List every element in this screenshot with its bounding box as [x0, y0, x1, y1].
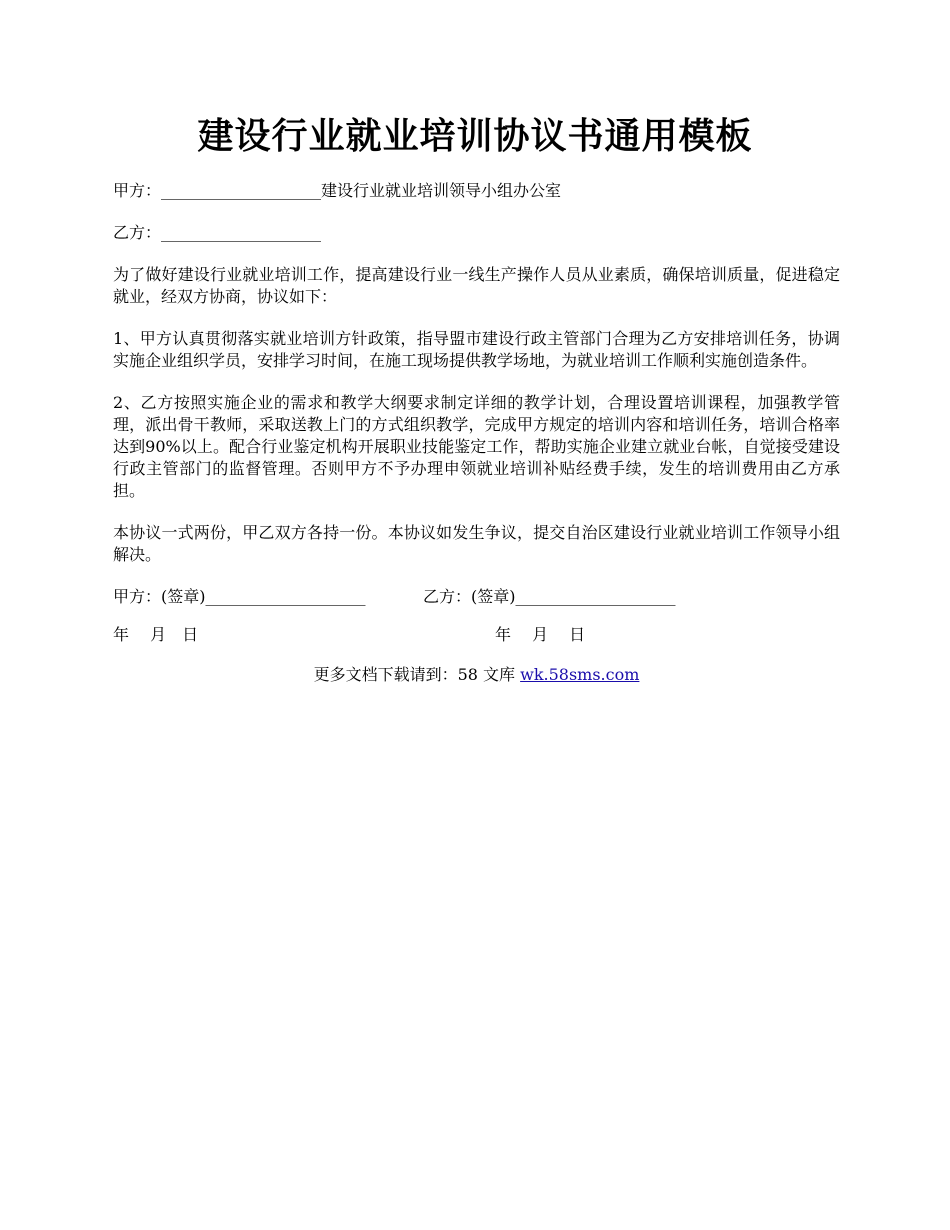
footer-prefix: 更多文档下载请到：58 文库	[313, 665, 521, 684]
signature-party-b: 乙方：(签章)____________________	[423, 587, 676, 606]
party-a-line: 甲方：____________________建设行业就业培训领导小组办公室	[113, 181, 562, 200]
party-b-line: 乙方：____________________	[113, 223, 322, 242]
document-body	[113, 180, 840, 686]
date-party-a: 年 月 日	[113, 625, 199, 644]
date-party-b: 年 月 日	[495, 625, 586, 644]
footer-link[interactable]: wk.58sms.com	[520, 665, 640, 684]
clause-2-paragraph: 2、乙方按照实施企业的需求和教学大纲要求制定详细的教学计划，合理设置培训课程，加强教学管理，派出骨干教师，采取送教上门的方式组织教学，完成甲方规定的培训内容和培训任务，培训合格率达到90%以上。配合行业鉴定机构开展职业技能鉴定工作，帮助实施企业建立就业台帐，自觉接受建设行政主管部门的监督管理。否则甲方不予办理申领就业培训补贴经费手续，发生的培训费用由乙方承担。	[113, 393, 840, 500]
footer-note	[113, 664, 840, 686]
document-title: 建设行业就业培训协议书通用模板	[197, 115, 753, 157]
signature-party-a: 甲方：(签章)____________________	[113, 587, 366, 606]
date-row	[113, 624, 840, 646]
intro-paragraph: 为了做好建设行业就业培训工作，提高建设行业一线生产操作人员从业素质，确保培训质量，促进稳定就业，经双方协商，协议如下：	[113, 265, 840, 306]
signature-row	[113, 586, 840, 608]
closing-paragraph: 本协议一式两份，甲乙双方各持一份。本协议如发生争议，提交自治区建设行业就业培训工作领导小组解决。	[113, 523, 840, 564]
clause-1-paragraph: 1、甲方认真贯彻落实就业培训方针政策，指导盟市建设行政主管部门合理为乙方安排培训任务，协调实施企业组织学员，安排学习时间，在施工现场提供教学场地，为就业培训工作顺利实施创造条件。	[113, 329, 840, 370]
